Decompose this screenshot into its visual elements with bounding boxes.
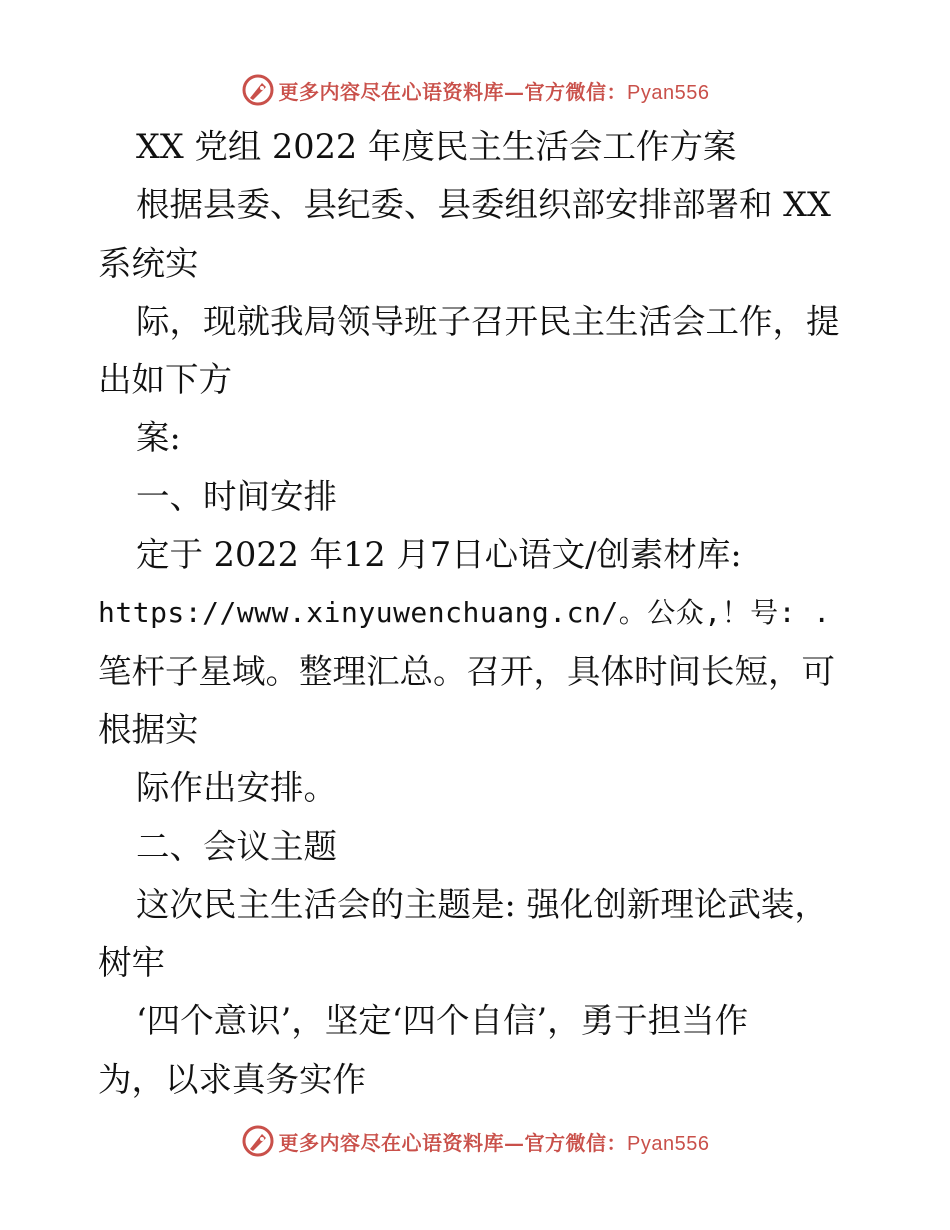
paragraph-line: 出如下方 <box>98 360 232 400</box>
document-body <box>98 118 858 1109</box>
paragraph-line: 定于 2022 年12 月7日心语文/创素材库: <box>136 535 742 575</box>
paragraph-line: 根据县委、县纪委、县委组织部安排部署和 XX <box>136 185 831 225</box>
pen-nib-logo-icon <box>241 1124 275 1158</box>
paragraph-line: 这次民主生活会的主题是: 强化创新理论武装， <box>136 884 828 924</box>
paragraph-line: 际，现就我局领导班子召开民主生活会工作，提 <box>136 301 840 341</box>
header-watermark-banner <box>0 70 950 110</box>
paragraph-line: 根据实 <box>98 709 199 749</box>
wechat-id: Pyan556 <box>627 1132 710 1155</box>
paragraph-line: 为，以求真务实作 <box>98 1059 366 1099</box>
section-heading-time: 一、时间安排 <box>136 476 337 516</box>
section-heading-theme: 二、会议主题 <box>136 826 337 866</box>
paragraph-line: 际作出安排。 <box>136 768 337 808</box>
watermark-text: 更多内容尽在心语资料库—官方微信：Pyan556 <box>278 1130 710 1155</box>
pen-nib-logo-icon <box>241 73 275 107</box>
footer-watermark-banner <box>0 1121 950 1161</box>
url-line: https://www.xinyuwenchuang.cn/。公众,！号: . <box>98 596 831 630</box>
paragraph-line: 案: <box>136 418 181 458</box>
paragraph-line: 树牢 <box>98 943 165 983</box>
paragraph-line: 系统实 <box>98 243 199 283</box>
paragraph-line: 笔杆子星域。整理汇总。召开，具体时间长短，可 <box>98 651 835 691</box>
watermark-text: 更多内容尽在心语资料库—官方微信：Pyan556 <box>278 79 710 104</box>
paragraph-line: ‘四个意识’，坚定‘四个自信’，勇于担当作 <box>136 1001 749 1041</box>
document-title: XX 党组 2022 年度民主生活会工作方案 <box>136 127 737 166</box>
wechat-id: Pyan556 <box>627 81 710 104</box>
